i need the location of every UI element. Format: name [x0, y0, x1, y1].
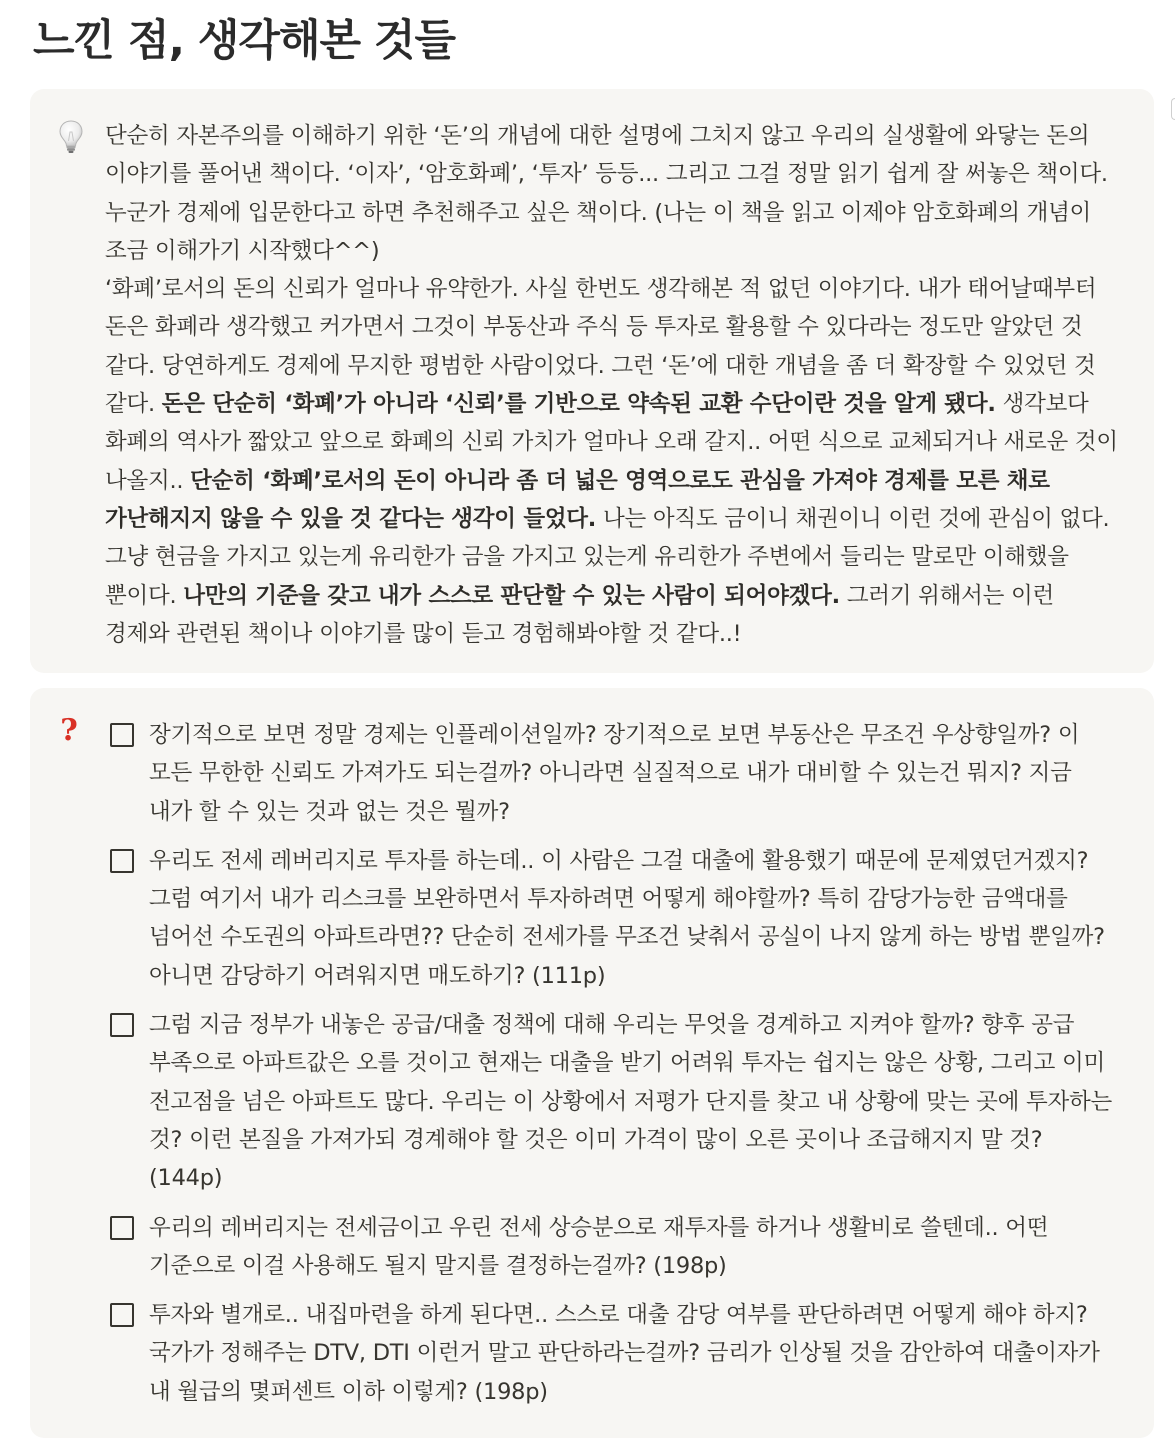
todo-item [110, 1006, 1120, 1197]
todo-checkbox[interactable] [110, 1216, 134, 1240]
page-title: 느낀 점, 생각해본 것들 [33, 16, 456, 66]
todo-text[interactable]: 그럼 지금 정부가 내놓은 공급/대출 정책에 대해 우리는 무엇을 경계하고 지켜야 할까? 향후 공급 부족으로 아파트값은 오를 것이고 현재는 대출을 받기 어려워 투자는 쉽지는 않은 상황, 그리고 이미 전고점을 넘은 아파트도 많다. 우리는 이 상황에서 저평가 단지를 찾고 내 상황에 맞는 곳에 투자하는 것? 이런 본질을 가져가되 경계해야 할 것은 이미 가격이 많이 오른 곳이나 조급해지지 말 것? (144p) [149, 1012, 1112, 1192]
reflection-bold-segment: 단순히 ‘화폐’로서의 돈이 아니라 좀 더 넓은 영역으로도 관심을 가져야 경제를 모른 채로 가난해지지 않을 수 있을 것 같다는 생각이 들었다. [105, 467, 1050, 532]
todo-text[interactable]: 투자와 별개로.. 내집마련을 하게 된다면.. 스스로 대출 감당 여부를 판단하려면 어떻게 해야 하지? 국가가 정해주는 DTV, DTI 이런거 말고 판단하라는걸까? 금리가 인상될 것을 감안하여 대출이자가 내 월급의 몇퍼센트 이하 이렇게? (198p) [149, 1302, 1100, 1405]
todo-checkbox[interactable] [110, 849, 134, 873]
todo-checkbox[interactable] [110, 1013, 134, 1037]
reflection-segment: 단순히 자본주의를 이해하기 위한 ‘돈’의 개념에 대한 설명에 그치지 않고 우리의 실생활에 와닿는 돈의 이야기를 풀어낸 책이다. ‘이자’, ‘암호화폐’, ‘투자’ 등등... 그리고 그걸 정말 읽기 쉽게 잘 써놓은 책이다. 누군가 경제에 입문한다고 하면 추천해주고 싶은 책이다. (나는 이 책을 읽고 이제야 암호화폐의 개념이 조금 이해가기 시작했다^^) [105, 123, 1108, 264]
lightbulb-icon [58, 119, 84, 155]
question-mark-icon [56, 712, 82, 748]
todo-checkbox[interactable] [110, 723, 134, 747]
reflection-bold-segment: 돈은 단순히 ‘화폐’가 아니라 ‘신뢰’를 기반으로 약속된 교환 수단이란 것을 알게 됐다. [161, 391, 996, 418]
reflection-segment: 그러기 위해서는 이런 경제와 관련된 책이나 이야기를 많이 듣고 경험해봐야할 것 같다..! [105, 582, 1054, 647]
todo-text[interactable]: 우리도 전세 레버리지로 투자를 하는데.. 이 사람은 그걸 대출에 활용했기 때문에 문제였던거겠지? 그럼 여기서 내가 리스크를 보완하면서 투자하려면 어떻게 해야할까? 특히 감당가능한 금액대를 넘어선 수도권의 아파트라면?? 단순히 전세가를 무조건 낮춰서 공실이 나지 않게 하는 방법 뿐일까? 아니면 감당하기 어려워지면 매도하기? (111p) [149, 847, 1105, 989]
todo-item [110, 1296, 1120, 1411]
todo-text[interactable]: 장기적으로 보면 정말 경제는 인플레이션일까? 장기적으로 보면 부동산은 무조건 우상향일까? 이 모든 무한한 신뢰도 가져가도 되는걸까? 아니라면 실질적으로 내가 대비할 수 있는건 뭐지? 지금 내가 할 수 있는 것과 없는 것은 뭘까? [149, 722, 1080, 825]
reflection-segment: 나는 아직도 금이니 채권이니 이런 것에 관심이 없다. 그냥 현금을 가지고 있는게 유리한가 금을 가지고 있는게 유리한가 주변에서 들리는 말로만 이해했을 뿐이다. [105, 505, 1110, 609]
reflection-segment: 생각보다 화폐의 역사가 짧았고 앞으로 화폐의 신뢰 가치가 얼마나 오래 갈지.. 어떤 식으로 교체되거나 새로운 것이 나올지.. [105, 391, 1118, 494]
reflection-callout [30, 89, 1154, 673]
reflection-segment: ‘화폐’로서의 돈의 신뢰가 얼마나 유약한가. 사실 한번도 생각해본 적 없던 이야기다. 내가 태어날때부터 돈은 화폐라 생각했고 커가면서 그것이 부동산과 주식 등 투자로 활용할 수 있다라는 정도만 알았던 것 같다. 당연하게도 경제에 무지한 평범한 사람이었다. 그런 ‘돈’에 대한 개념을 좀 더 확장할 수 있었던 것 같다. [105, 276, 1097, 418]
todo-item [110, 716, 1120, 831]
reflection-text [105, 117, 1118, 653]
todo-text[interactable]: 우리의 레버리지는 전세금이고 우린 전세 상승분으로 재투자를 하거나 생활비로 쓸텐데.. 어떤 기준으로 이걸 사용해도 될지 말지를 결정하는걸까? (198p) [149, 1214, 1049, 1279]
questions-callout [30, 688, 1154, 1438]
todo-list [110, 716, 1120, 1422]
todo-checkbox[interactable] [110, 1303, 134, 1327]
todo-item [110, 1209, 1120, 1286]
reflection-bold-segment: 나만의 기준을 갖고 내가 스스로 판단할 수 있는 사람이 되어야겠다. [183, 582, 840, 609]
todo-item [110, 842, 1120, 995]
scrollbar-edge[interactable] [1171, 98, 1175, 120]
svg-text:?: ? [60, 713, 78, 748]
